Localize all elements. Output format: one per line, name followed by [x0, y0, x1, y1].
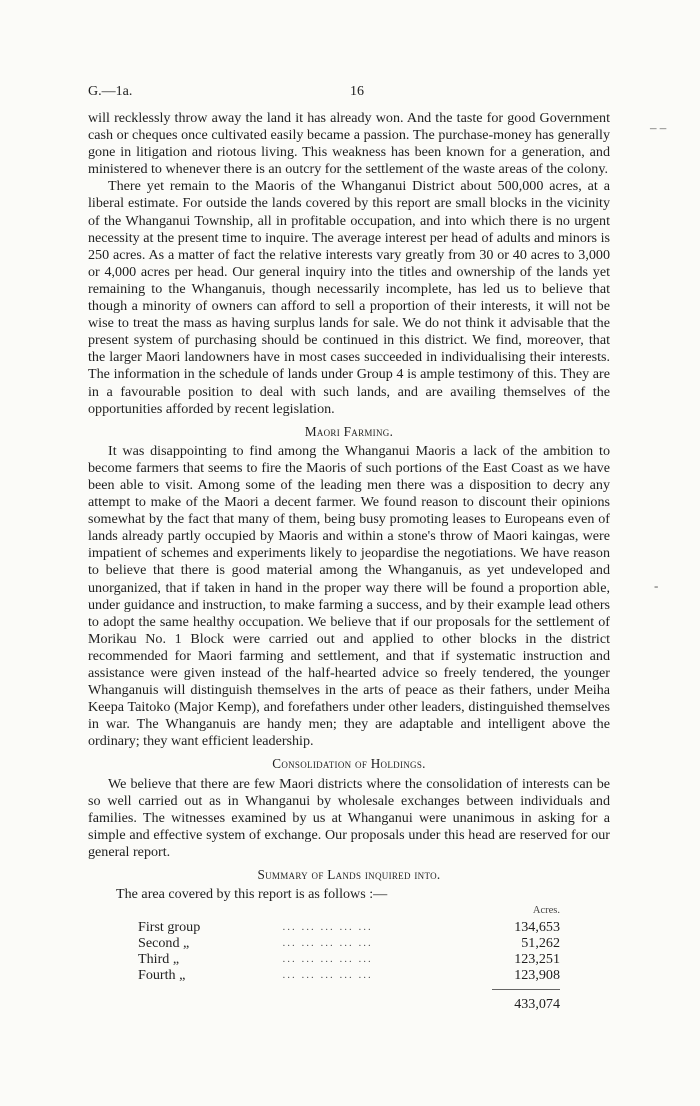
margin-mark: ‒ ‒	[650, 120, 667, 135]
row-label: Fourth „	[138, 967, 186, 984]
heading-consolidation: Consolidation of Holdings.	[272, 756, 426, 772]
summary-section	[88, 886, 610, 1012]
paragraph-remaining-lands: There yet remain to the Maoris of the Whanganui District about 500,000 acres, at a liberal estimate. For outside the lands covered by this report are small blocks in the vicinity of the Whanganui Township, all in profitable occupation, and into which there is no urgent necessity at the present time to inquire. The average interest per head of adults and minors is 250 acres. As a matter of fact the relative interests vary greatly from 30 or 40 acres to 3,000 or 4,000 acres per head. Our general inquiry into the titles and ownership of the lands yet remaining to the Whanganuis, though necessarily incomplete, has led us to believe that though a minority of owners can afford to sell a proportion of their interests, it will not be wise to treat the mass as having surplus lands for sale. We do not think it advisable that the present system of purchasing should be continued in this district. We find, moreover, that the larger Maori landowners have in most cases succeeded in individualising their interests. The information in the schedule of lands under Group 4 is ample testimony of this. They are in a favourable position to deal with such lands, and are availing themselves of the opportunities afforded by recent legislation.	[88, 178, 610, 417]
margin-mark: ‐	[654, 578, 659, 593]
paragraph-maori-farming: It was disappointing to find among the Whanganui Maoris a lack of the ambition to become farmers that seems to fire the Maoris of such portions of the East Coast as we have been able to visit. Among some of the leading men there was a disposition to decry any attempt to make of the Maori a decent farmer. We found reason to discount their opinions somewhat by the fact that many of them, being busy promoting leases to Europeans even of lands already partly occupied by Maoris and within a stone's throw of Maori kaingas, were impatient of schemes and experiments likely to jeopardise the negotiations. We have reason to believe that there is good material among the Whanganuis, as yet undeveloped and unorganized, that if taken in hand in the proper way there will be found a proportion able, under guidance and instruction, to make farming a success, and by their example lead others to adopt the same healthy occupation. We believe that if our proposals for the settlement of Morikau No. 1 Block were carried out and applied to other blocks in the district recommended for Maori farming and settlement, and that if systematic instruction and assistance were given instead of the half-hearted advice so freely tendered, the younger Whanganuis will distinguish themselves in the arts of peace as their fathers, under Meiha Keepa Taitoko (Major Kemp), and forefathers under other leaders, distinguished themselves in war. The Whanganuis are handy men; they are adaptable and intelligent above the ordinary; they want efficient leadership.	[88, 442, 610, 750]
row-value: 134,653	[514, 919, 560, 936]
heading-maori-farming: Maori Farming.	[304, 423, 394, 439]
leader-dots: ... ... ... ... ...	[282, 969, 373, 982]
row-label: First group	[138, 919, 201, 936]
paragraph-continuation: will recklessly throw away the land it has already won. And the taste for good Government cash or cheques once cultivated easily became a passion. The purchase-money has generally gone in litigation and riotous living. This weakness has been known for a generation, and ministered to whenever there is an outcry for the settlement of the waste areas of the colony.	[88, 110, 610, 178]
summary-intro: The area covered by this report is as follows :—	[116, 886, 388, 903]
row-value: 51,262	[521, 935, 560, 952]
total-value: 433,074	[514, 996, 560, 1013]
row-label: Second „	[138, 935, 190, 952]
paragraph-consolidation: We believe that there are few Maori districts where the consolidation of interests can be so well carried out as in Whanganui by wholesale exchanges between individuals and families. The witnesses examined by us at Whanganui were unanimous in asking for a simple and effective system of exchange. Our proposals under this head are reserved for our general report.	[88, 775, 610, 860]
leader-dots: ... ... ... ... ...	[282, 937, 373, 950]
total-row	[138, 990, 560, 1013]
page-number: 16	[350, 84, 364, 99]
table-row	[138, 919, 560, 935]
table-row	[138, 935, 560, 951]
leader-dots: ... ... ... ... ...	[282, 921, 373, 934]
row-value: 123,251	[514, 951, 560, 968]
summary-table	[138, 903, 560, 1012]
table-row	[138, 951, 560, 967]
row-value: 123,908	[514, 967, 560, 984]
document-reference: G.—1a.	[88, 84, 133, 99]
leader-dots: ... ... ... ... ...	[282, 953, 373, 966]
row-label: Third „	[138, 951, 180, 968]
acres-column-header: Acres.	[532, 905, 560, 917]
body-text	[88, 110, 610, 1012]
table-row	[138, 967, 560, 983]
heading-summary: Summary of Lands inquired into.	[257, 867, 441, 883]
